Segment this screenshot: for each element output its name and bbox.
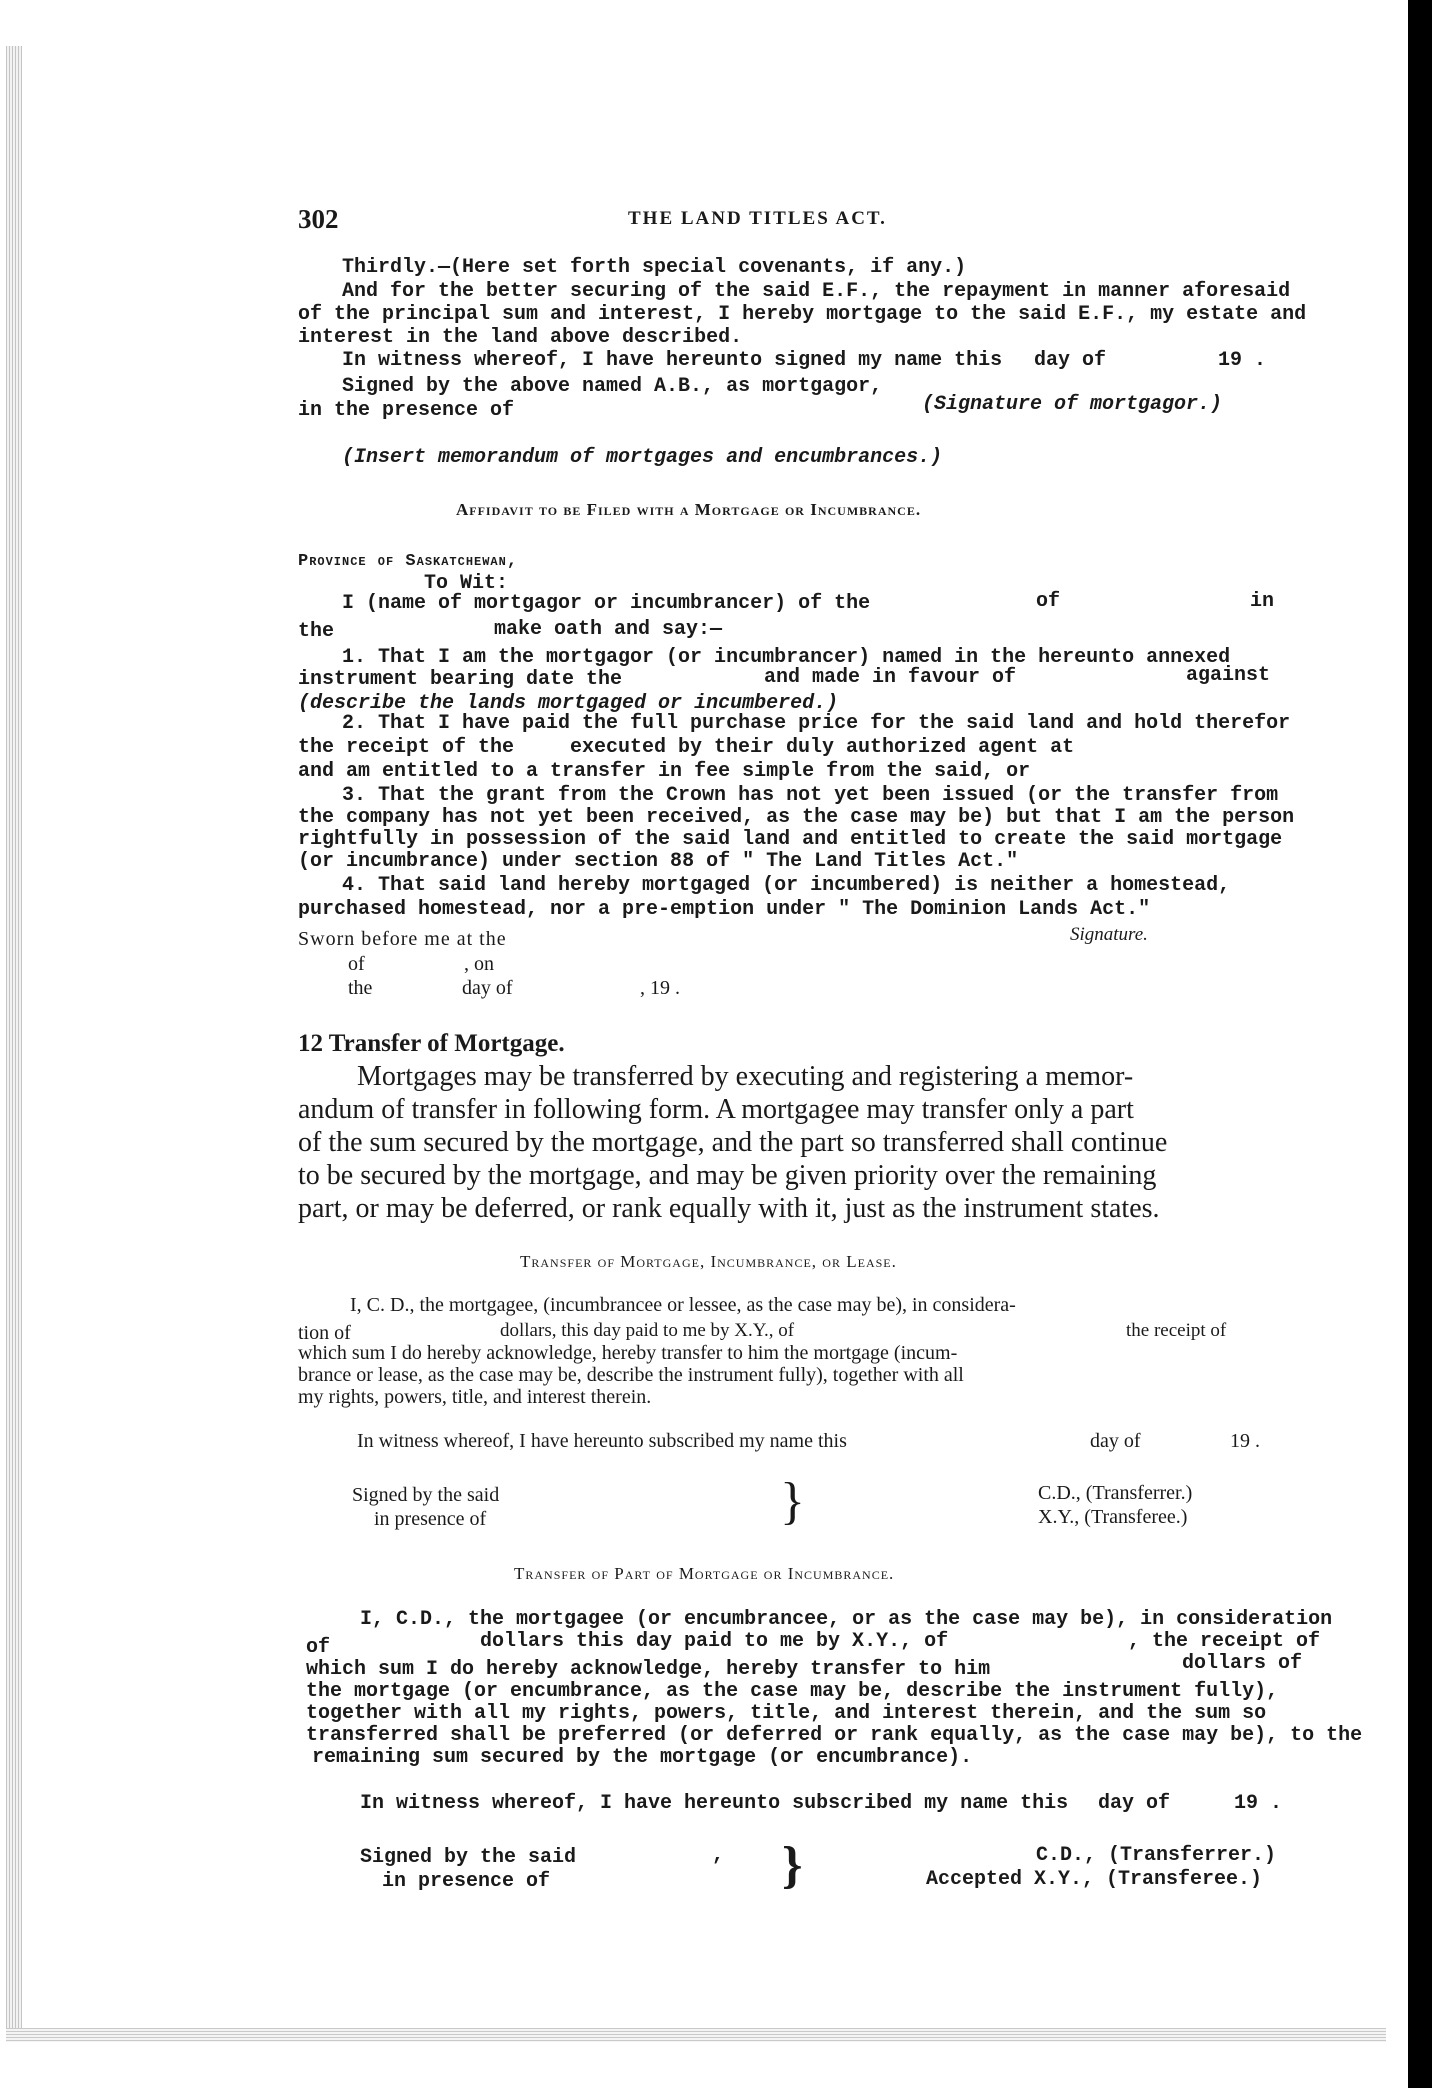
- signed-by-line: Signed by the above named A.B., as mortgagor,: [342, 375, 883, 398]
- day-of-label: day of: [1098, 1792, 1171, 1815]
- form-line: transferred shall be preferred (or deferred or rank equally, as the case may be), to the: [306, 1724, 1363, 1747]
- jurat-line: day of: [462, 977, 513, 999]
- signed-by-label: Signed by the said: [360, 1846, 577, 1869]
- affidavit-line: and made in favour of: [764, 666, 1017, 689]
- affidavit-line: of: [1036, 590, 1061, 613]
- day-of-label: day of: [1090, 1430, 1141, 1452]
- affidavit-line: the receipt of the: [298, 736, 515, 759]
- affidavit-para-2: 2. That I have paid the full purchase price for the said land and hold therefor: [342, 712, 1291, 735]
- affidavit-line: instrument bearing date the: [298, 668, 623, 691]
- province-label: Province of Saskatchewan,: [298, 552, 519, 571]
- page-number: 302: [298, 204, 339, 234]
- form-line: which sum I do hereby acknowledge, hereby transfer to him the mortgage (incum-: [298, 1342, 958, 1364]
- affidavit-heading: Affidavit to be Filed with a Mortgage or Incumbrance.: [456, 500, 922, 519]
- part-transfer-heading: Transfer of Part of Mortgage or Incumbrance.: [514, 1564, 895, 1583]
- form-line: dollars of: [1182, 1652, 1303, 1675]
- signature-mortgagor: (Signature of mortgagor.): [922, 393, 1223, 416]
- year-label: 19 .: [1230, 1430, 1260, 1452]
- transferee-signature: Accepted X.Y., (Transferee.): [926, 1868, 1263, 1891]
- thirdly-line: Thirdly.—(Here set forth special covenants, if any.): [342, 256, 967, 279]
- presence-label: in presence of: [374, 1508, 487, 1530]
- memorandum-note: (Insert memorandum of mortgages and encumbrances.): [342, 446, 943, 469]
- to-wit-label: To Wit:: [424, 572, 509, 595]
- year-label: 19 .: [1218, 349, 1267, 372]
- transferrer-signature: C.D., (Transferrer.): [1038, 1482, 1193, 1504]
- jurat-line: the: [348, 977, 373, 999]
- affidavit-line: executed by their duly authorized agent at: [570, 736, 1075, 759]
- form-line: the mortgage (or encumbrance, as the case may be, describe the instrument fully),: [306, 1680, 1279, 1703]
- affidavit-line: against: [1186, 664, 1271, 687]
- witness-line: In witness whereof, I have hereunto subscribed my name this: [357, 1430, 847, 1452]
- affidavit-line: purchased homestead, nor a pre-emption under " The Dominion Lands Act.": [298, 898, 1151, 921]
- affidavit-line: I (name of mortgagor or incumbrancer) of the: [342, 592, 871, 615]
- affidavit-line: in: [1250, 590, 1275, 613]
- witness-line: In witness whereof, I have hereunto subscribed my name this: [360, 1792, 1069, 1815]
- jurat-line: , on: [464, 953, 494, 975]
- form-line: dollars, this day paid to me by X.Y., of: [500, 1320, 795, 1341]
- body-line: to be secured by the mortgage, and may be given priority over the remaining: [298, 1160, 1157, 1191]
- running-title: THE LAND TITLES ACT.: [628, 208, 887, 229]
- signature-label: Signature.: [1070, 924, 1148, 945]
- form-line: tion of: [298, 1322, 351, 1344]
- form-line: of: [306, 1636, 331, 1659]
- right-brace-icon: }: [780, 1473, 805, 1530]
- page-stack-edge: [6, 46, 22, 2036]
- affidavit-line: rightfully in possession of the said land and entitled to create the said mortgage: [298, 828, 1283, 851]
- comma-mark: ,: [712, 1844, 725, 1867]
- form-line: I, C.D., the mortgagee (or encumbrancee, or as the case may be), in consideration: [360, 1608, 1333, 1631]
- form-line: brance or lease, as the case may be, describe the instrument fully), together with all: [298, 1364, 964, 1386]
- witness-line: In witness whereof, I have hereunto signed my name this: [342, 349, 1003, 372]
- body-line: of the principal sum and interest, I hereby mortgage to the said E.F., my estate and: [298, 303, 1307, 326]
- form-line: which sum I do hereby acknowledge, hereby transfer to him: [306, 1658, 991, 1681]
- form-line: the receipt of: [1126, 1320, 1227, 1341]
- body-line: Mortgages may be transferred by executing and registering a memor-: [357, 1061, 1134, 1092]
- affidavit-line: the: [298, 620, 335, 643]
- day-of-label: day of: [1034, 349, 1107, 372]
- affidavit-line: and am entitled to a transfer in fee simple from the said, or: [298, 760, 1031, 783]
- body-line: andum of transfer in following form. A mortgagee may transfer only a part: [298, 1094, 1134, 1125]
- body-line: interest in the land above described.: [298, 326, 743, 349]
- affidavit-line: (describe the lands mortgaged or incumbered.): [298, 692, 839, 715]
- right-brace-icon: }: [782, 1837, 803, 1894]
- sworn-line: Sworn before me at the: [298, 928, 507, 950]
- body-line: And for the better securing of the said E.F., the repayment in manner aforesaid: [342, 280, 1291, 303]
- presence-line: in the presence of: [298, 399, 515, 422]
- form-line: , the receipt of: [1128, 1630, 1321, 1653]
- affidavit-para-4: 4. That said land hereby mortgaged (or incumbered) is neither a homestead,: [342, 874, 1231, 897]
- form-line: I, C. D., the mortgagee, (incumbrancee or lessee, as the case may be), in considera-: [350, 1294, 1016, 1316]
- affidavit-line: make oath and say:—: [494, 618, 723, 641]
- signed-by-label: Signed by the said: [352, 1484, 500, 1506]
- page-stack-bottom-edge: [6, 2028, 1386, 2042]
- scan-border: [1408, 0, 1432, 2088]
- form-line: my rights, powers, title, and interest therein.: [298, 1386, 652, 1408]
- form-line: remaining sum secured by the mortgage (or encumbrance).: [312, 1746, 973, 1769]
- body-line: part, or may be deferred, or rank equally with it, just as the instrument states.: [298, 1193, 1160, 1224]
- year-label: 19 .: [1234, 1792, 1283, 1815]
- affidavit-line: (or incumbrance) under section 88 of " The Land Titles Act.": [298, 850, 1019, 873]
- form-line: together with all my rights, powers, title, and interest therein, and the sum so: [306, 1702, 1267, 1725]
- affidavit-para-1: 1. That I am the mortgagor (or incumbrancer) named in the hereunto annexed: [342, 646, 1231, 669]
- form-line: dollars this day paid to me by X.Y., of: [480, 1630, 949, 1653]
- transfer-form-heading: Transfer of Mortgage, Incumbrance, or Lease.: [520, 1252, 897, 1271]
- affidavit-para-3: 3. That the grant from the Crown has not yet been issued (or the transfer from: [342, 784, 1279, 807]
- transferrer-signature: C.D., (Transferrer.): [1036, 1844, 1277, 1867]
- section-heading: 12 Transfer of Mortgage.: [298, 1030, 565, 1057]
- body-line: of the sum secured by the mortgage, and the part so transferred shall continue: [298, 1127, 1168, 1158]
- transferee-signature: X.Y., (Transferee.): [1038, 1506, 1188, 1528]
- jurat-line: , 19 .: [640, 977, 680, 999]
- presence-label: in presence of: [382, 1870, 551, 1893]
- jurat-line: of: [348, 953, 365, 975]
- affidavit-line: the company has not yet been received, as the case may be) but that I am the person: [298, 806, 1295, 829]
